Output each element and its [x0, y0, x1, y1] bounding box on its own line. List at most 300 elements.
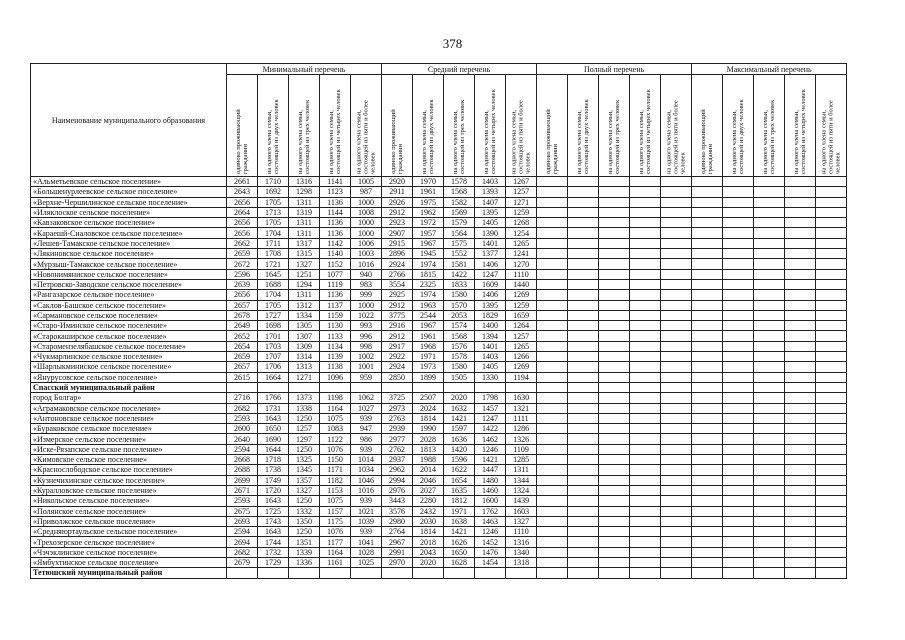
- value-cell: 1749: [258, 475, 289, 485]
- value-cell: 1650: [444, 547, 475, 557]
- value-cell: [785, 352, 816, 362]
- value-cell: 1963: [413, 300, 444, 310]
- value-cell: 1157: [320, 506, 351, 516]
- value-cell: 2911: [382, 187, 413, 197]
- value-cell: [723, 393, 754, 403]
- value-cell: [661, 269, 692, 279]
- value-cell: [537, 516, 568, 526]
- value-cell: 2924: [382, 259, 413, 269]
- value-cell: 1141: [320, 177, 351, 187]
- value-cell: 2672: [227, 259, 258, 269]
- value-cell: 1628: [444, 557, 475, 567]
- value-cell: 1119: [320, 279, 351, 289]
- value-cell: [754, 310, 785, 320]
- value-cell: [754, 516, 785, 526]
- value-cell: 1650: [258, 424, 289, 434]
- value-cell: 1002: [351, 352, 382, 362]
- value-cell: 1967: [413, 321, 444, 331]
- value-cell: [785, 321, 816, 331]
- value-cell: 1000: [351, 228, 382, 238]
- value-cell: [785, 475, 816, 485]
- value-cell: 1164: [320, 403, 351, 413]
- municipality-name: «Средняюртаульское сельское поселение»: [31, 527, 227, 537]
- table-row: [31, 310, 847, 320]
- value-cell: 1403: [475, 177, 506, 187]
- subcolumn-header: [351, 75, 382, 177]
- municipality-name: «Саклов-Башское сельское поселение»: [31, 300, 227, 310]
- value-cell: [661, 537, 692, 547]
- value-cell: [537, 424, 568, 434]
- value-cell: 1400: [475, 321, 506, 331]
- subcolumn-header: [289, 75, 320, 177]
- value-cell: [630, 413, 661, 423]
- value-cell: 1027: [351, 403, 382, 413]
- value-cell: [661, 218, 692, 228]
- value-cell: [816, 413, 847, 423]
- value-cell: 1344: [506, 475, 537, 485]
- value-cell: 1798: [475, 393, 506, 403]
- value-cell: 2920: [382, 177, 413, 187]
- value-cell: [537, 393, 568, 403]
- value-cell: 1578: [444, 177, 475, 187]
- value-cell: 1265: [506, 341, 537, 351]
- value-cell: 1327: [289, 485, 320, 495]
- value-cell: 1899: [413, 372, 444, 382]
- value-cell: [537, 475, 568, 485]
- value-cell: [754, 434, 785, 444]
- value-cell: 1422: [444, 269, 475, 279]
- value-cell: [785, 516, 816, 526]
- value-cell: [816, 279, 847, 289]
- table-row: [31, 393, 847, 403]
- value-cell: 1457: [475, 403, 506, 413]
- value-cell: [599, 465, 630, 475]
- municipality-name: «Приволжское сельское поселение»: [31, 516, 227, 526]
- value-cell: 1269: [506, 290, 537, 300]
- value-cell: [537, 187, 568, 197]
- value-cell: [723, 516, 754, 526]
- value-cell: [475, 568, 506, 578]
- municipality-name: город Болгар»: [31, 393, 227, 403]
- subcolumn-header: [785, 75, 816, 177]
- value-cell: 1171: [320, 465, 351, 475]
- table-row: [31, 372, 847, 382]
- value-cell: [723, 434, 754, 444]
- group-header-minimal: Минимальный перечень: [227, 64, 382, 75]
- value-cell: [816, 321, 847, 331]
- value-cell: 1266: [506, 352, 537, 362]
- value-cell: 2976: [382, 485, 413, 495]
- value-cell: [692, 352, 723, 362]
- value-cell: 1311: [289, 228, 320, 238]
- value-cell: 1246: [475, 527, 506, 537]
- value-cell: 1659: [506, 310, 537, 320]
- municipality-name: «Кузнечихинское сельское поселение»: [31, 475, 227, 485]
- group-header-full: Полный перечень: [537, 64, 692, 75]
- value-cell: [816, 300, 847, 310]
- value-cell: 939: [351, 444, 382, 454]
- value-cell: [754, 403, 785, 413]
- value-cell: 1643: [258, 527, 289, 537]
- table-row: [31, 331, 847, 341]
- municipality-name: «Старомензелябашское сельское поселение»: [31, 341, 227, 351]
- table-row: [31, 496, 847, 506]
- value-cell: 1603: [506, 506, 537, 516]
- municipality-name: «Альметьевское сельское поселение»: [31, 177, 227, 187]
- municipality-name: «Краснослободское сельское поселение»: [31, 465, 227, 475]
- municipality-name: «Аграмаковское сельское поселение»: [31, 403, 227, 413]
- value-cell: 1505: [444, 372, 475, 382]
- value-cell: 1731: [258, 403, 289, 413]
- value-cell: [816, 352, 847, 362]
- value-cell: 1705: [258, 300, 289, 310]
- value-cell: 1568: [444, 331, 475, 341]
- value-cell: [537, 321, 568, 331]
- value-cell: 1327: [289, 259, 320, 269]
- value-cell: 987: [351, 187, 382, 197]
- value-cell: [785, 310, 816, 320]
- value-cell: [599, 352, 630, 362]
- value-cell: 2991: [382, 547, 413, 557]
- value-cell: [816, 228, 847, 238]
- municipality-name: «Старокаширское сельское поселение»: [31, 331, 227, 341]
- value-cell: 1476: [475, 547, 506, 557]
- value-cell: [785, 300, 816, 310]
- value-cell: 1581: [444, 259, 475, 269]
- municipality-name: «Новонимяниское сельское поселение»: [31, 269, 227, 279]
- value-cell: [754, 259, 785, 269]
- subcolumn-label: на одного члена семьи, состоящей из трех человек: [452, 99, 467, 174]
- value-cell: [785, 557, 816, 567]
- value-cell: 2924: [382, 362, 413, 372]
- value-cell: [599, 485, 630, 495]
- table-row: [31, 238, 847, 248]
- value-cell: 2014: [413, 465, 444, 475]
- table-row: [31, 537, 847, 547]
- value-cell: [537, 568, 568, 578]
- value-cell: 1829: [475, 310, 506, 320]
- value-cell: [227, 382, 258, 392]
- table-row: [31, 475, 847, 485]
- value-cell: 1582: [444, 197, 475, 207]
- district-name: Тетюшский муниципальный район: [31, 568, 227, 578]
- municipality-name: «Куралловское сельское поселение»: [31, 485, 227, 495]
- value-cell: [537, 228, 568, 238]
- value-cell: [568, 434, 599, 444]
- value-cell: 1574: [444, 321, 475, 331]
- value-cell: [382, 382, 413, 392]
- value-cell: [568, 259, 599, 269]
- value-cell: [754, 568, 785, 578]
- value-cell: [661, 393, 692, 403]
- value-cell: 1269: [506, 362, 537, 372]
- value-cell: 1394: [475, 331, 506, 341]
- value-cell: [661, 300, 692, 310]
- value-cell: [692, 362, 723, 372]
- value-cell: 1270: [506, 259, 537, 269]
- value-cell: [723, 485, 754, 495]
- value-cell: [537, 197, 568, 207]
- value-cell: [754, 300, 785, 310]
- value-cell: 1122: [320, 434, 351, 444]
- value-cell: 2280: [413, 496, 444, 506]
- value-cell: [630, 372, 661, 382]
- value-cell: 1046: [351, 475, 382, 485]
- value-cell: 983: [351, 279, 382, 289]
- subcolumn-header: [630, 75, 661, 177]
- value-cell: [568, 557, 599, 567]
- table-row: [31, 547, 847, 557]
- value-cell: [630, 475, 661, 485]
- value-cell: 1142: [320, 238, 351, 248]
- value-cell: [723, 218, 754, 228]
- value-cell: [568, 527, 599, 537]
- value-cell: 1311: [506, 465, 537, 475]
- value-cell: [661, 496, 692, 506]
- value-cell: 2661: [227, 177, 258, 187]
- value-cell: 1357: [289, 475, 320, 485]
- value-cell: 1317: [289, 238, 320, 248]
- value-cell: [661, 516, 692, 526]
- value-cell: [661, 259, 692, 269]
- value-cell: [537, 238, 568, 248]
- value-cell: 1311: [289, 290, 320, 300]
- value-cell: [692, 465, 723, 475]
- value-cell: 3725: [382, 393, 413, 403]
- value-cell: [568, 207, 599, 217]
- value-cell: [816, 403, 847, 413]
- value-cell: [785, 249, 816, 259]
- value-cell: [816, 187, 847, 197]
- value-cell: [568, 290, 599, 300]
- value-cell: 1311: [289, 197, 320, 207]
- value-cell: [785, 403, 816, 413]
- value-cell: 2912: [382, 331, 413, 341]
- table-row: [31, 424, 847, 434]
- value-cell: [692, 341, 723, 351]
- value-cell: 1110: [506, 527, 537, 537]
- value-cell: [630, 341, 661, 351]
- value-cell: 1006: [351, 238, 382, 248]
- value-cell: [785, 331, 816, 341]
- value-cell: [785, 269, 816, 279]
- value-cell: 1259: [506, 207, 537, 217]
- value-cell: [661, 197, 692, 207]
- value-cell: [630, 331, 661, 341]
- value-cell: 2679: [227, 557, 258, 567]
- value-cell: 1325: [289, 455, 320, 465]
- subcolumn-header: [816, 75, 847, 177]
- value-cell: [630, 382, 661, 392]
- value-cell: 1332: [289, 506, 320, 516]
- subcolumn-header: [568, 75, 599, 177]
- value-cell: 1345: [289, 465, 320, 475]
- value-cell: [661, 310, 692, 320]
- value-cell: 2762: [382, 444, 413, 454]
- value-cell: [754, 269, 785, 279]
- value-cell: 2973: [382, 403, 413, 413]
- value-cell: [599, 187, 630, 197]
- district-row: [31, 382, 847, 392]
- value-cell: [785, 207, 816, 217]
- subcolumn-header: [661, 75, 692, 177]
- value-cell: [692, 413, 723, 423]
- value-cell: 1264: [506, 321, 537, 331]
- value-cell: 939: [351, 413, 382, 423]
- value-cell: 1008: [351, 207, 382, 217]
- subcolumn-label: на одного члена семьи, состоящей из двух человек: [576, 99, 591, 174]
- value-cell: [754, 187, 785, 197]
- value-cell: [785, 279, 816, 289]
- value-cell: 2544: [413, 310, 444, 320]
- value-cell: 1309: [289, 341, 320, 351]
- value-cell: 939: [351, 527, 382, 537]
- value-cell: 1075: [320, 496, 351, 506]
- value-cell: 1635: [444, 485, 475, 495]
- value-cell: 1000: [351, 197, 382, 207]
- value-cell: [816, 537, 847, 547]
- value-cell: [599, 259, 630, 269]
- value-cell: 2615: [227, 372, 258, 382]
- table-row: [31, 403, 847, 413]
- value-cell: 1766: [258, 393, 289, 403]
- value-cell: [692, 269, 723, 279]
- value-cell: [568, 382, 599, 392]
- subcolumn-label: на одного члена семьи, состоящей из пяти и более человек: [665, 100, 687, 174]
- value-cell: [816, 238, 847, 248]
- value-cell: 1406: [475, 259, 506, 269]
- value-cell: 3554: [382, 279, 413, 289]
- value-cell: 2656: [227, 197, 258, 207]
- subcolumn-header: [258, 75, 289, 177]
- value-cell: [754, 249, 785, 259]
- value-cell: [754, 485, 785, 495]
- value-cell: [568, 228, 599, 238]
- municipality-name: «Ямбухтинское сельское поселение»: [31, 557, 227, 567]
- value-cell: 1250: [289, 496, 320, 506]
- value-cell: [785, 228, 816, 238]
- value-cell: 1265: [506, 238, 537, 248]
- value-cell: 1564: [444, 228, 475, 238]
- value-cell: 2027: [413, 485, 444, 495]
- table-row: [31, 228, 847, 238]
- table-row: [31, 465, 847, 475]
- value-cell: [816, 424, 847, 434]
- value-cell: 1307: [289, 331, 320, 341]
- value-cell: 1395: [475, 300, 506, 310]
- value-cell: [599, 269, 630, 279]
- value-cell: [537, 537, 568, 547]
- value-cell: [754, 413, 785, 423]
- value-cell: 1690: [258, 434, 289, 444]
- value-cell: [630, 537, 661, 547]
- value-cell: 1945: [413, 249, 444, 259]
- value-cell: [785, 434, 816, 444]
- value-cell: 1319: [289, 207, 320, 217]
- value-cell: [816, 496, 847, 506]
- value-cell: [599, 393, 630, 403]
- value-cell: 1298: [289, 187, 320, 197]
- value-cell: [723, 475, 754, 485]
- value-cell: [692, 187, 723, 197]
- value-cell: 1705: [258, 218, 289, 228]
- value-cell: [661, 403, 692, 413]
- value-cell: 2693: [227, 516, 258, 526]
- value-cell: [692, 197, 723, 207]
- value-cell: [537, 382, 568, 392]
- municipality-name: «Полянское сельское поселение»: [31, 506, 227, 516]
- value-cell: 1003: [351, 249, 382, 259]
- value-cell: 1688: [258, 279, 289, 289]
- value-cell: [537, 527, 568, 537]
- value-cell: [630, 249, 661, 259]
- value-cell: [506, 568, 537, 578]
- value-cell: [723, 382, 754, 392]
- group-header-maximal: Максимальный перечень: [692, 64, 847, 75]
- value-cell: 1339: [289, 547, 320, 557]
- value-cell: [599, 290, 630, 300]
- value-cell: [661, 557, 692, 567]
- municipality-name: «Лешев-Тамакское сельское поселение»: [31, 238, 227, 248]
- value-cell: [816, 310, 847, 320]
- value-cell: [475, 382, 506, 392]
- value-cell: [537, 413, 568, 423]
- value-cell: [661, 331, 692, 341]
- value-cell: 996: [351, 331, 382, 341]
- value-cell: 1250: [289, 413, 320, 423]
- value-cell: 1600: [475, 496, 506, 506]
- value-cell: 2657: [227, 300, 258, 310]
- value-cell: [692, 393, 723, 403]
- value-cell: 2020: [444, 393, 475, 403]
- value-cell: 1812: [444, 496, 475, 506]
- subcolumn-label: на одного члена семьи, состоящей из трех человек: [762, 99, 777, 174]
- value-cell: [537, 269, 568, 279]
- value-cell: [568, 455, 599, 465]
- municipality-name: «Кавзаковское сельское поселение»: [31, 218, 227, 228]
- value-cell: [692, 506, 723, 516]
- value-cell: 1645: [258, 269, 289, 279]
- value-cell: 1136: [320, 218, 351, 228]
- value-cell: [723, 547, 754, 557]
- value-cell: [692, 249, 723, 259]
- value-cell: [599, 382, 630, 392]
- value-cell: [816, 341, 847, 351]
- value-cell: [785, 537, 816, 547]
- value-cell: 2668: [227, 455, 258, 465]
- value-cell: [785, 290, 816, 300]
- value-cell: [785, 496, 816, 506]
- value-cell: 1136: [320, 197, 351, 207]
- value-cell: [599, 537, 630, 547]
- value-cell: 993: [351, 321, 382, 331]
- value-cell: [568, 197, 599, 207]
- value-cell: [754, 362, 785, 372]
- value-cell: 2977: [382, 434, 413, 444]
- value-cell: [692, 475, 723, 485]
- value-cell: 1025: [351, 557, 382, 567]
- value-cell: [568, 465, 599, 475]
- municipality-name: «Чэчэклинское сельское поселение»: [31, 547, 227, 557]
- value-cell: 1638: [444, 516, 475, 526]
- value-cell: 1720: [258, 485, 289, 495]
- value-cell: 1738: [258, 465, 289, 475]
- table-row: [31, 516, 847, 526]
- value-cell: 1377: [475, 249, 506, 259]
- value-cell: 1578: [444, 352, 475, 362]
- value-cell: [568, 331, 599, 341]
- value-cell: [692, 259, 723, 269]
